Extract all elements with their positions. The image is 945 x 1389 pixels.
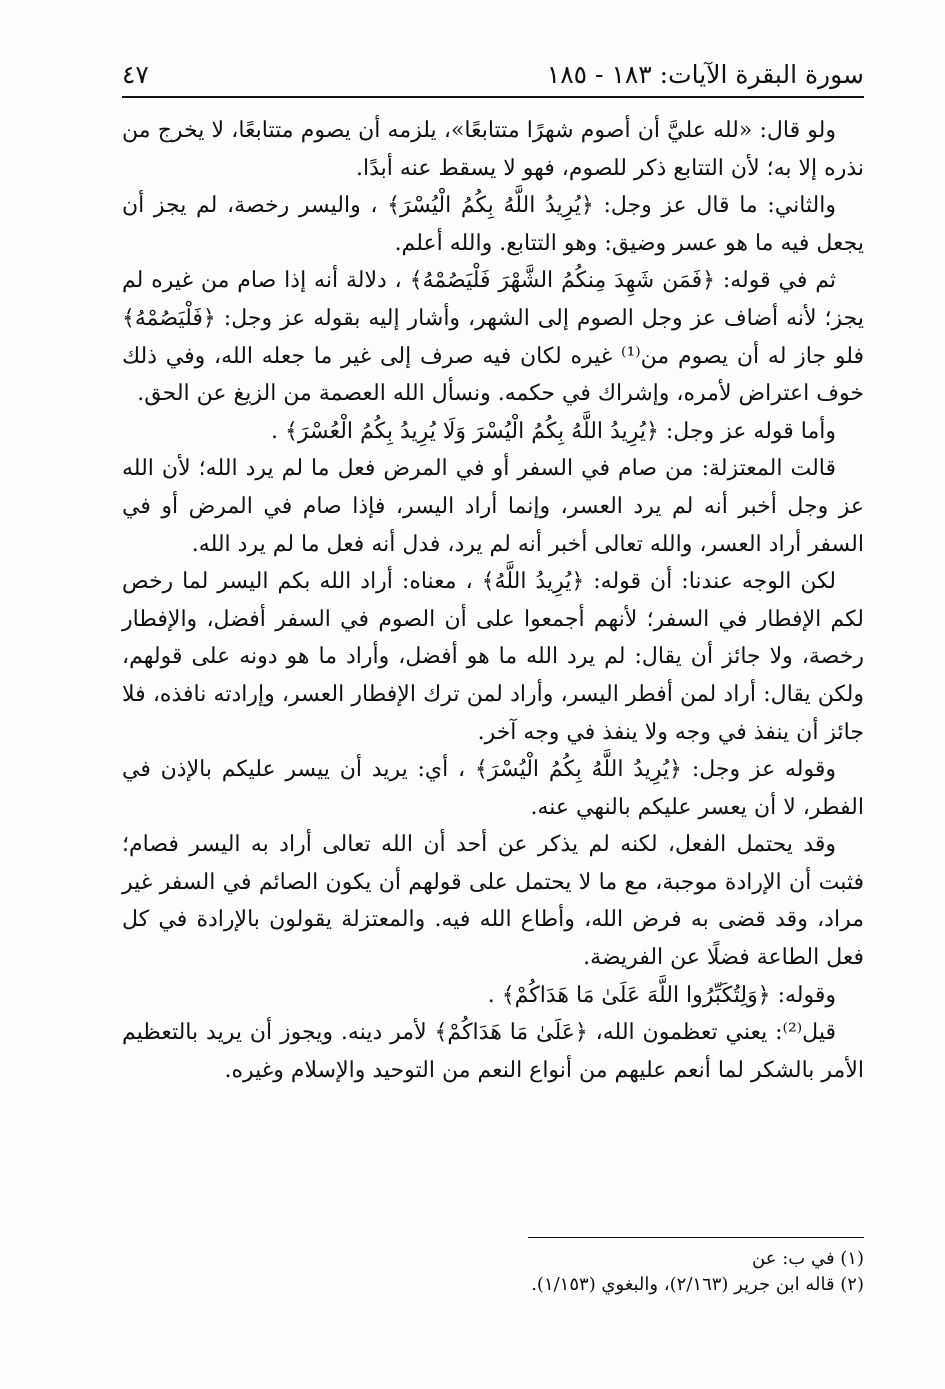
footnote-rule bbox=[528, 1237, 864, 1238]
paragraph: لكن الوجه عندنا: أن قوله: ﴿يُرِيدُ اللَّهُ﴾ ، معناه: أراد الله بكم اليسر لما رخص لكم الإفطار في السفر؛ لأنهم أجمعوا على أن الصوم في السفر أفضل، والإفطار رخصة، ولا جائز أن يقال: لم يرد الله ما هو أفضل، وأراد ما هو دونه على قولهم، ولكن يقال: أراد لمن أفطر اليسر، وأراد لمن ترك الإفطار العسر، وإرادته نافذه، فلا جائز أن ينفذ في وجه ولا ينفذ في وجه آخر. bbox=[122, 569, 864, 745]
paragraph: وقد يحتمل الفعل، لكنه لم يذكر عن أحد أن الله تعالى أراد به اليسر فصام؛ فثبت أن الإرادة موجبة، مع ما لا يحتمل على قولهم أن يكون الصائم في السفر غير مراد، وقد قضى به فرض الله، وأطاع الله فيه. والمعتزلة يقولون بالإرادة في كل فعل الطاعة فضلًا عن الفريضة. bbox=[122, 832, 864, 971]
footnotes bbox=[400, 1246, 864, 1298]
paragraph: وقوله عز وجل: ﴿يُرِيدُ اللَّهُ بِكُمُ الْيُسْرَ﴾ ، أي: يريد أن ييسر عليكم بالإذن في الفطر، لا أن يعسر عليكم بالنهي عنه. bbox=[122, 757, 864, 820]
running-header bbox=[122, 55, 864, 89]
paragraph: ولو قال: «لله عليَّ أن أصوم شهرًا متتابعًا»، يلزمه أن يصوم متتابعًا، لا يخرج من نذره إلا به؛ لأن التتابع ذكر للصوم، فهو لا يسقط عنه أبدًا. bbox=[122, 118, 864, 181]
paragraph: والثاني: ما قال عز وجل: ﴿يُرِيدُ اللَّهُ بِكُمُ الْيُسْرَ﴾ ، واليسر رخصة، لم يجز أن يجعل فيه ما هو عسر وضيق: وهو التتابع. والله أعلم. bbox=[122, 193, 864, 256]
surah-title: سورة البقرة الآيات: ١٨٣ - ١٨٥ bbox=[546, 60, 864, 89]
footnote-1: (١) في ب: عن bbox=[752, 1248, 864, 1269]
paragraph: قيل⁽²⁾: يعني تعظمون الله، ﴿عَلَىٰ مَا هَدَاكُمْ﴾ لأمر دينه. ويجوز أن يريد بالتعظيم الأمر بالشكر لما أنعم عليهم من أنواع النعم من التوحيد والإسلام وغيره. bbox=[122, 1020, 864, 1083]
page-number: ٤٧ bbox=[122, 60, 149, 89]
paragraph: وقوله: ﴿وَلِتُكَبِّرُوا اللَّهَ عَلَىٰ مَا هَدَاكُمْ﴾ . bbox=[487, 982, 836, 1008]
paragraph: قالت المعتزلة: من صام في السفر أو في المرض فعل ما لم يرد الله؛ لأن الله عز وجل أخبر أنه لم يرد العسر، وإنما أراد اليسر، فإذا صام في المرض أو في السفر أراد العسر، والله تعالى أخبر أنه لم يرد، فدل أنه فعل ما لم يرد الله. bbox=[122, 456, 864, 557]
paragraph: وأما قوله عز وجل: ﴿يُرِيدُ اللَّهُ بِكُمُ الْيُسْرَ وَلَا يُرِيدُ بِكُمُ الْعُسْرَ﴾ . bbox=[270, 418, 836, 444]
footnote-2: (٢) قاله ابن جرير (٢/١٦٣)، والبغوي (١/١٥٣). bbox=[531, 1274, 864, 1295]
main-text bbox=[122, 112, 864, 1089]
header-rule bbox=[122, 96, 864, 98]
paragraph: ثم في قوله: ﴿فَمَن شَهِدَ مِنكُمُ الشَّهْرَ فَلْيَصُمْهُ﴾ ، دلالة أنه إذا صام من غيره لم يجز؛ لأنه أضاف عز وجل الصوم إلى الشهر، وأشار إليه بقوله عز وجل: ﴿فَلْيَصُمْهُ﴾ فلو جاز له أن يصوم من⁽¹⁾ غيره لكان فيه صرف إلى غير ما جعله الله، وفي ذلك خوف اعتراض لأمره، وإشراك في حكمه. ونسأل الله العصمة من الزيغ عن الحق. bbox=[122, 268, 864, 407]
